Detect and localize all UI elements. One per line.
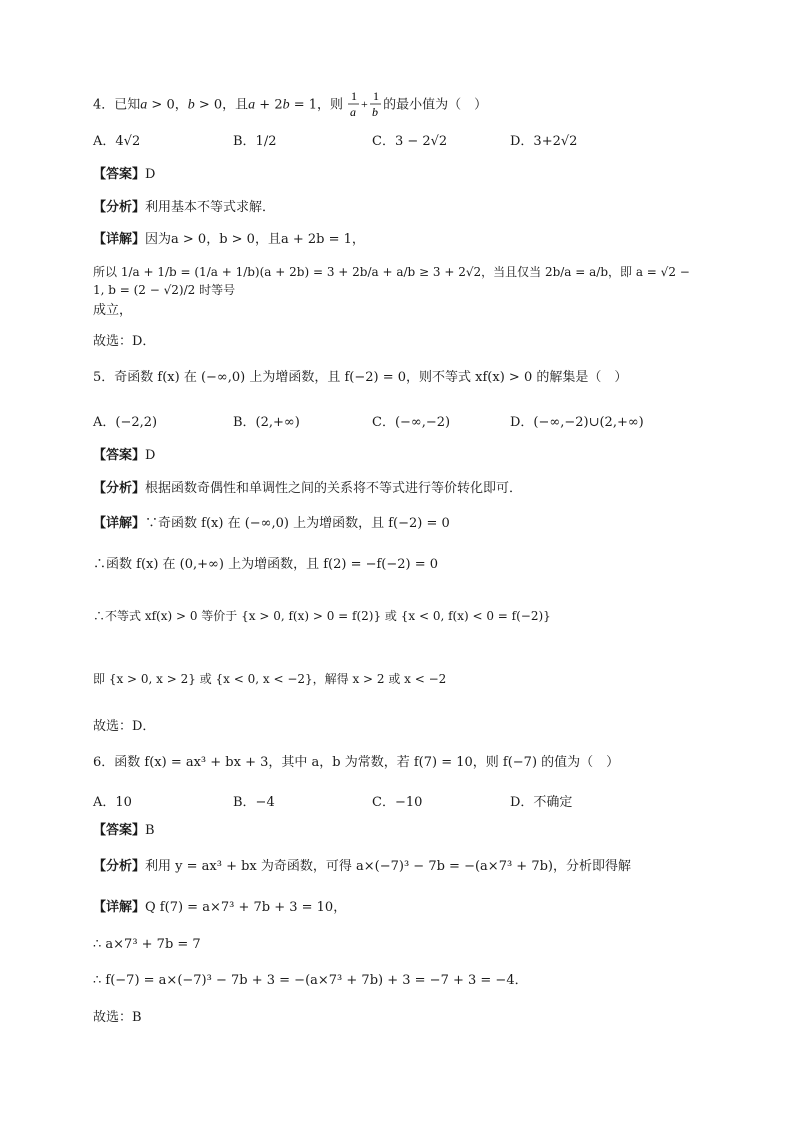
q5-answer: 【答案】D [93,448,156,463]
q6-option-d: D．不确定 [510,795,573,810]
q4-fraction-sum [347,88,383,122]
svg-text:1: 1 [351,89,358,103]
q6-detail-1: 【详解】Q f(7) = a×7³ + 7b + 3 = 10， [93,900,347,915]
q6-analysis: 【分析】利用 y = ax³ + bx 为奇函数，可得 a×(−7)³ − 7b = −(a×7³ + 7b)，分析即得解 [93,859,631,874]
q5-option-c: C．(−∞,−2) [372,415,451,430]
q4-detail-1: 【详解】因为a > 0，b > 0，且a + 2b = 1， [93,232,365,247]
svg-text:1: 1 [373,89,380,103]
q4-conclusion: 故选：D． [93,334,156,349]
svg-text:a: a [350,105,357,119]
q4-stem: 4．已知a > 0，b > 0，且a + 2b = 1，则 1 a + 1 b 的最小值为（ ） [93,88,487,122]
q6-option-a: A．10 [93,795,132,810]
q4-option-a: A．4√2 [93,134,141,149]
q4-option-d: D．3+2√2 [510,134,578,149]
q5-detail-3: ∴不等式 xf(x) > 0 等价于 {x > 0, f(x) > 0 = f(2)} 或 {x < 0, f(x) < 0 = f(−2)} [93,609,551,623]
q6-stem: 6．函数 f(x) = ax³ + bx + 3，其中 a，b 为常数，若 f(7) = 10，则 f(−7) 的值为（ ） [93,755,620,770]
q5-detail-2: ∴函数 f(x) 在 (0,+∞) 上为增函数，且 f(2) = −f(−2) = 0 [93,557,439,572]
q5-conclusion: 故选：D． [93,719,156,734]
q4-option-c: C．3 − 2√2 [372,134,448,149]
q5-detail-4: 即 {x > 0, x > 2} 或 {x < 0, x < −2}，解得 x > 2 或 x < −2 [93,672,447,686]
svg-text:+: + [361,97,368,111]
q6-conclusion: 故选：B [93,1010,142,1025]
q4-answer: 【答案】D [93,167,156,182]
q6-detail-3: ∴ f(−7) = a×(−7)³ − 7b + 3 = −(a×7³ + 7b) + 3 = −7 + 3 = −4． [93,973,528,988]
q6-option-b: B．−4 [233,795,275,810]
q5-option-a: A．(−2,2) [93,415,158,430]
q6-answer: 【答案】B [93,823,155,838]
q6-detail-2: ∴ a×7³ + 7b = 7 [93,937,201,952]
q4-detail-3: 成立， [93,303,133,318]
q5-analysis: 【分析】根据函数奇偶性和单调性之间的关系将不等式进行等价转化即可． [93,481,523,496]
q4-option-b: B．1/2 [233,134,277,149]
q6-option-c: C．−10 [372,795,423,810]
q4-detail-2: 所以 1/a + 1/b = (1/a + 1/b)(a + 2b) = 3 + 2b/a + a/b ≥ 3 + 2√2，当且仅当 2b/a = a/b，即 a = √2 − 1, b = (2 − √2)/2 时等号 [93,265,690,297]
q5-detail-1: 【详解】∵奇函数 f(x) 在 (−∞,0) 上为增函数，且 f(−2) = 0 [93,516,450,531]
q5-stem: 5．奇函数 f(x) 在 (−∞,0) 上为增函数，且 f(−2) = 0，则不等式 xf(x) > 0 的解集是（ ） [93,370,628,385]
q5-option-b: B．(2,+∞) [233,415,300,430]
q5-option-d: D．(−∞,−2)∪(2,+∞) [510,415,644,430]
svg-text:b: b [372,105,379,119]
q4-analysis: 【分析】利用基本不等式求解． [93,200,276,215]
